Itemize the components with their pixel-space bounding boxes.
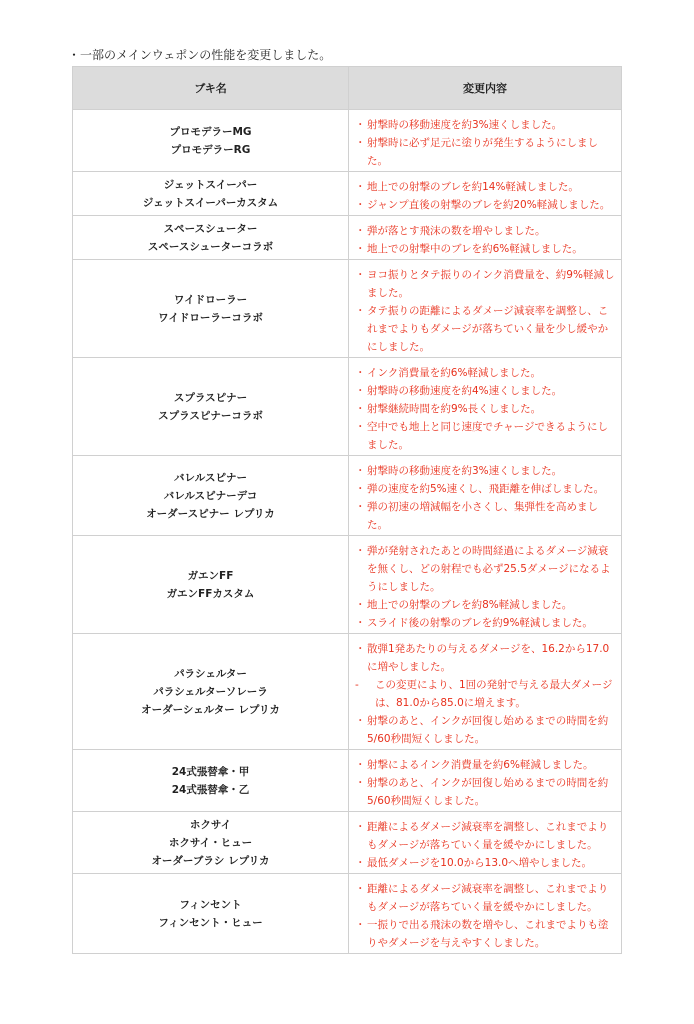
weapon-name: オーダーブラシ レプリカ	[151, 854, 270, 867]
weapon-name-cell	[73, 812, 349, 874]
changes-cell	[349, 750, 622, 812]
change-text: 射撃時の移動速度を約3%速くしました。	[367, 119, 563, 131]
change-item	[355, 240, 615, 258]
bullet-marker: ・	[355, 483, 366, 495]
change-item	[355, 196, 615, 214]
bullet-marker: ・	[355, 137, 366, 149]
bullet-marker: ・	[355, 119, 366, 131]
bullet-marker: ・	[355, 545, 366, 557]
weapon-name-cell	[73, 110, 349, 172]
change-text: タテ振りの距離によるダメージ減衰率を調整し、これまでよりもダメージが落ちていく量を少し緩やかにしました。	[367, 305, 609, 353]
change-item	[355, 596, 615, 614]
change-text: 距離によるダメージ減衰率を調整し、これまでよりもダメージが落ちていく量を緩やかにしました。	[367, 821, 609, 851]
change-item	[355, 302, 615, 356]
bullet-marker: ・	[355, 643, 366, 655]
weapon-name: 24式張替傘・甲	[171, 765, 250, 778]
bullet-marker: ・	[355, 385, 366, 397]
change-item	[355, 116, 615, 134]
table-row	[73, 110, 622, 172]
weapon-name: オーダーシェルター レプリカ	[141, 703, 280, 716]
weapon-name: ジェットスイーパー	[163, 178, 258, 191]
changes-cell	[349, 456, 622, 536]
change-text: スライド後の射撃のブレを約9%軽減しました。	[367, 617, 593, 629]
bullet-marker: ・	[355, 777, 366, 789]
weapon-name: オーダースピナー レプリカ	[146, 507, 275, 520]
bullet-marker: ・	[355, 199, 366, 211]
weapon-name-cell	[73, 874, 349, 954]
weapon-name: ワイドローラーコラボ	[158, 311, 263, 324]
change-text: 空中でも地上と同じ速度でチャージできるようにしました。	[367, 421, 608, 451]
change-text: 地上での射撃中のブレを約6%軽減しました。	[367, 243, 583, 255]
table-row	[73, 812, 622, 874]
weapon-changes-table	[72, 66, 622, 954]
bullet-marker: ・	[355, 501, 366, 513]
bullet-marker: ・	[355, 821, 366, 833]
dash-marker: -	[355, 679, 359, 691]
change-text: 射撃によるインク消費量を約6%軽減しました。	[367, 759, 594, 771]
changes-cell	[349, 110, 622, 172]
change-item	[355, 266, 615, 302]
weapon-name: バレルスピナー	[174, 471, 247, 484]
change-item	[355, 818, 615, 854]
changes-cell	[349, 536, 622, 634]
changes-cell	[349, 216, 622, 260]
change-text: 射撃継続時間を約9%長くしました。	[367, 403, 542, 415]
bullet-marker: ・	[355, 715, 366, 727]
change-text: この変更により、1回の発射で与える最大ダメージは、81.0から85.0に増えます。	[375, 679, 613, 709]
table-row	[73, 216, 622, 260]
change-item	[355, 774, 615, 810]
weapon-name-cell	[73, 634, 349, 750]
change-item	[355, 712, 615, 748]
change-text: 地上での射撃のブレを約8%軽減しました。	[367, 599, 573, 611]
change-text: 弾が落とす飛沫の数を増やしました。	[367, 225, 546, 237]
change-item	[355, 640, 615, 676]
weapon-name-cell	[73, 216, 349, 260]
weapon-name: 24式張替傘・乙	[171, 783, 250, 796]
bullet-marker: ・	[355, 305, 366, 317]
changes-cell	[349, 358, 622, 456]
weapon-name-cell	[73, 536, 349, 634]
change-item	[355, 382, 615, 400]
change-item	[355, 364, 615, 382]
change-text: 射撃時の移動速度を約3%速くしました。	[367, 465, 563, 477]
bullet-marker: ・	[355, 421, 366, 433]
change-text: 一振りで出る飛沫の数を増やし、これまでよりも塗りやダメージを与えやすくしました。	[367, 919, 609, 949]
bullet-marker: ・	[355, 225, 366, 237]
change-item	[355, 756, 615, 774]
weapon-name: ホクサイ	[189, 818, 232, 831]
change-item	[355, 178, 615, 196]
change-text: 射撃時に必ず足元に塗りが発生するようにしました。	[367, 137, 598, 167]
weapon-name-cell	[73, 456, 349, 536]
weapon-name: バレルスピナーデコ	[163, 489, 258, 502]
change-item	[355, 134, 615, 170]
table-body	[73, 110, 622, 954]
change-text: 地上での射撃のブレを約14%軽減しました。	[367, 181, 579, 193]
change-item	[355, 222, 615, 240]
change-text: ヨコ振りとタテ振りのインク消費量を、約9%軽減しました。	[367, 269, 615, 299]
weapon-name-cell	[73, 260, 349, 358]
table-row	[73, 358, 622, 456]
weapon-name: ガエンFFカスタム	[166, 587, 255, 600]
change-item	[355, 418, 615, 454]
changes-header: 変更内容	[349, 67, 622, 110]
change-item	[355, 854, 615, 872]
table-row	[73, 260, 622, 358]
change-item	[355, 614, 615, 632]
change-text: 射撃のあと、インクが回復し始めるまでの時間を約5/60秒間短くしました。	[367, 777, 609, 807]
weapon-name: ジェットスイーパーカスタム	[142, 196, 279, 209]
bullet-marker: ・	[355, 403, 366, 415]
bullet-marker: ・	[355, 181, 366, 193]
change-item	[355, 916, 615, 952]
change-item	[355, 480, 615, 498]
weapon-name-cell	[73, 358, 349, 456]
change-text: 弾が発射されたあとの時間経過によるダメージ減衰を無くし、どの射程でも必ず25.5ダメージになるようにしました。	[367, 545, 611, 593]
weapon-name: プロモデラーRG	[170, 143, 251, 156]
weapon-name: スプラスピナー	[173, 391, 248, 404]
weapon-name: ワイドローラー	[173, 293, 248, 306]
changes-cell	[349, 812, 622, 874]
table-row	[73, 874, 622, 954]
change-item	[355, 542, 615, 596]
change-text: 射撃のあと、インクが回復し始めるまでの時間を約5/60秒間短くしました。	[367, 715, 609, 745]
bullet-marker: ・	[355, 759, 366, 771]
weapon-name: スペースシューターコラボ	[147, 240, 274, 253]
weapon-name: ガエンFF	[187, 569, 234, 582]
bullet-marker: ・	[355, 243, 366, 255]
weapon-name: フィンセント・ヒュー	[158, 916, 263, 929]
bullet-marker: ・	[355, 883, 366, 895]
change-item	[355, 462, 615, 480]
weapon-name: パラシェルター	[174, 667, 247, 680]
bullet-marker: ・	[355, 617, 366, 629]
change-text: 射撃時の移動速度を約4%速くしました。	[367, 385, 563, 397]
change-text: 弾の速度を約5%速くし、飛距離を伸ばしました。	[367, 483, 605, 495]
changes-cell	[349, 634, 622, 750]
change-text: インク消費量を約6%軽減しました。	[367, 367, 541, 379]
weapon-name: ホクサイ・ヒュー	[168, 836, 253, 849]
intro-text: ・一部のメインウェポンの性能を変更しました。	[68, 48, 332, 62]
bullet-marker: ・	[355, 919, 366, 931]
weapon-name: スペースシューター	[163, 222, 258, 235]
changes-cell	[349, 874, 622, 954]
bullet-marker: ・	[355, 465, 366, 477]
bullet-marker: ・	[355, 599, 366, 611]
table-header-row	[73, 67, 622, 110]
change-text: 弾の初速の増減幅を小さくし、集弾性を高めました。	[367, 501, 598, 531]
weapon-name-header: ブキ名	[73, 67, 349, 110]
table-row	[73, 634, 622, 750]
change-text: 距離によるダメージ減衰率を調整し、これまでよりもダメージが落ちていく量を緩やかにしました。	[367, 883, 609, 913]
change-item	[355, 498, 615, 534]
weapon-name-cell	[73, 750, 349, 812]
weapon-name: フィンセント	[179, 898, 242, 911]
bullet-marker: ・	[355, 269, 366, 281]
table-row	[73, 750, 622, 812]
weapon-name: パラシェルターソレーラ	[153, 685, 268, 698]
change-text: 最低ダメージを10.0から13.0へ増やしました。	[367, 857, 593, 869]
table-row	[73, 536, 622, 634]
change-item	[355, 400, 615, 418]
change-text: 散弾1発あたりの与えるダメージを、16.2から17.0に増やしました。	[367, 643, 610, 673]
table-row	[73, 172, 622, 216]
table-row	[73, 456, 622, 536]
weapon-name: プロモデラーMG	[169, 125, 252, 138]
change-item	[355, 880, 615, 916]
weapon-name-cell	[73, 172, 349, 216]
change-text: ジャンプ直後の射撃のブレを約20%軽減しました。	[367, 199, 611, 211]
change-sub-item	[355, 676, 615, 712]
bullet-marker: ・	[355, 857, 366, 869]
changes-cell	[349, 260, 622, 358]
bullet-marker: ・	[355, 367, 366, 379]
changes-cell	[349, 172, 622, 216]
weapon-name: スプラスピナーコラボ	[158, 409, 263, 422]
